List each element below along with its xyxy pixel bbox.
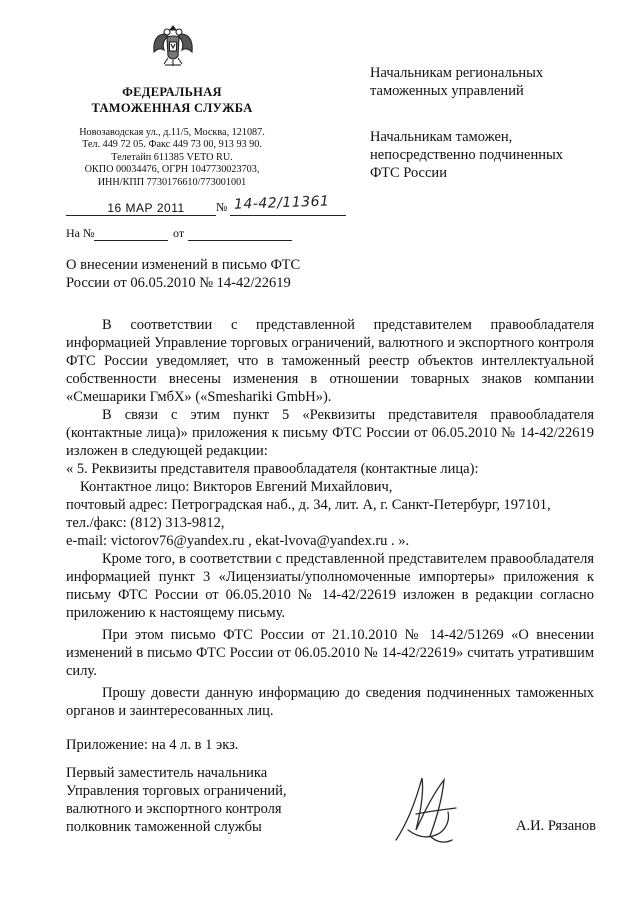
registration-number-underline <box>230 215 346 216</box>
signer-name: А.И. Рязанов <box>516 818 597 834</box>
subject-line: О внесении изменений в письмо ФТС <box>66 257 301 273</box>
signatory-position <box>66 764 346 836</box>
coat-of-arms-icon <box>150 22 196 74</box>
quote-line: почтовый адрес: Петроградская наб., д. 34, лит. А, г. Санкт-Петербург, 197101, <box>66 497 551 513</box>
quote-line: Контактное лицо: Викторов Евгений Михайлович, <box>80 479 393 495</box>
signatory-line: полковник таможенной службы <box>66 819 262 835</box>
subject-line: России от 06.05.2010 № 14-42/22619 <box>66 275 291 291</box>
reference-number-blank <box>94 240 168 241</box>
addressee-regional <box>370 64 610 100</box>
registration-line <box>66 193 330 218</box>
contact-inn-kpp: ИНН/КПП 7730176610/773001001 <box>97 176 247 188</box>
addressee-line: Начальникам таможен, <box>370 129 513 145</box>
registration-date-underline <box>66 215 216 216</box>
contact-teletype: Телетайп 611385 VETO RU. <box>111 151 233 163</box>
contact-phone-fax: Тел. 449 72 05. Факс 449 73 00, 913 93 90. <box>82 139 262 151</box>
signatory-line: валютного и экспортного контроля <box>66 801 282 817</box>
quote-line: тел./факс: (812) 313-9812, <box>66 515 225 531</box>
signatory-line: Управления торговых ограничений, <box>66 783 287 799</box>
letter-subject <box>66 256 336 292</box>
reference-line <box>66 226 300 244</box>
addressee-line: непосредственно подчиненных <box>370 147 563 163</box>
signatory-line: Первый заместитель начальника <box>66 765 268 781</box>
addressee-line: таможенных управлений <box>370 83 524 99</box>
registration-date-stamp: 16 МАР 2011 <box>107 201 185 215</box>
org-contacts <box>60 127 284 189</box>
reference-date-blank <box>188 240 292 241</box>
contact-okpo-ogrn: ОКПО 00034476, ОГРН 1047730023703, <box>84 164 260 176</box>
org-name-line-1: ФЕДЕРАЛЬНАЯ <box>122 85 222 99</box>
org-name-line-2: ТАМОЖЕННАЯ СЛУЖБА <box>91 101 253 115</box>
body-paragraph-2: В связи с этим пункт 5 «Реквизиты представителя правообладателя (контактные лица)» приложения к письму ФТС России от 06.05.2010 № 14-42/22619 изложен в следующей редакции: <box>66 407 594 459</box>
body-paragraph-5: Прошу довести данную информацию до сведения подчиненных таможенных органов и заинтересованных лиц. <box>66 685 594 719</box>
registration-number-label: № <box>216 200 228 214</box>
registration-number-handwritten: 14-42/11361 <box>233 193 330 213</box>
attachment-note: Приложение: на 4 л. в 1 экз. <box>66 737 239 753</box>
letter-body <box>66 316 594 754</box>
contact-address: Новозаводская ул., д.11/5, Москва, 121087. <box>79 127 265 138</box>
quote-line: e-mail: victorov76@yandex.ru , ekat-lvova@yandex.ru . ». <box>66 533 410 549</box>
body-paragraph-3: Кроме того, в соответствии с представленной представителем правообладателя информацией пункт 3 «Лицензиаты/уполномоченные импортеры» приложения к письму ФТС России от 06.05.2010 № 14-42/22619 изложен в редакции согласно приложению к настоящему письму. <box>66 551 594 621</box>
addressee-customs <box>370 128 610 182</box>
body-paragraph-4: При этом письмо ФТС России от 21.10.2010 № 14-42/51269 «О внесении изменений в письмо ФТС России от 06.05.2010 № 14-42/22619» считать утратившим силу. <box>66 627 594 679</box>
addressee-line: ФТС России <box>370 165 447 181</box>
quote-line: « 5. Реквизиты представителя правообладателя (контактные лица): <box>66 461 479 477</box>
addressee-line: Начальникам региональных <box>370 65 544 81</box>
body-paragraph-1: В соответствии с представленной представителем правообладателя информацией Управление торговых ограничений, валютного и экспортного контроля ФТС России уведомляет, что в таможенный реестр объектов интеллектуальной собственности внесены изменения в отношении товарных знаков компании «Смешарики ГмбХ» («Smeshariki GmbH»). <box>66 317 594 405</box>
reference-number-label: На № <box>66 226 95 240</box>
quoted-contact-block <box>66 460 594 550</box>
reference-date-label: от <box>173 226 185 240</box>
handwritten-signature <box>386 770 468 852</box>
